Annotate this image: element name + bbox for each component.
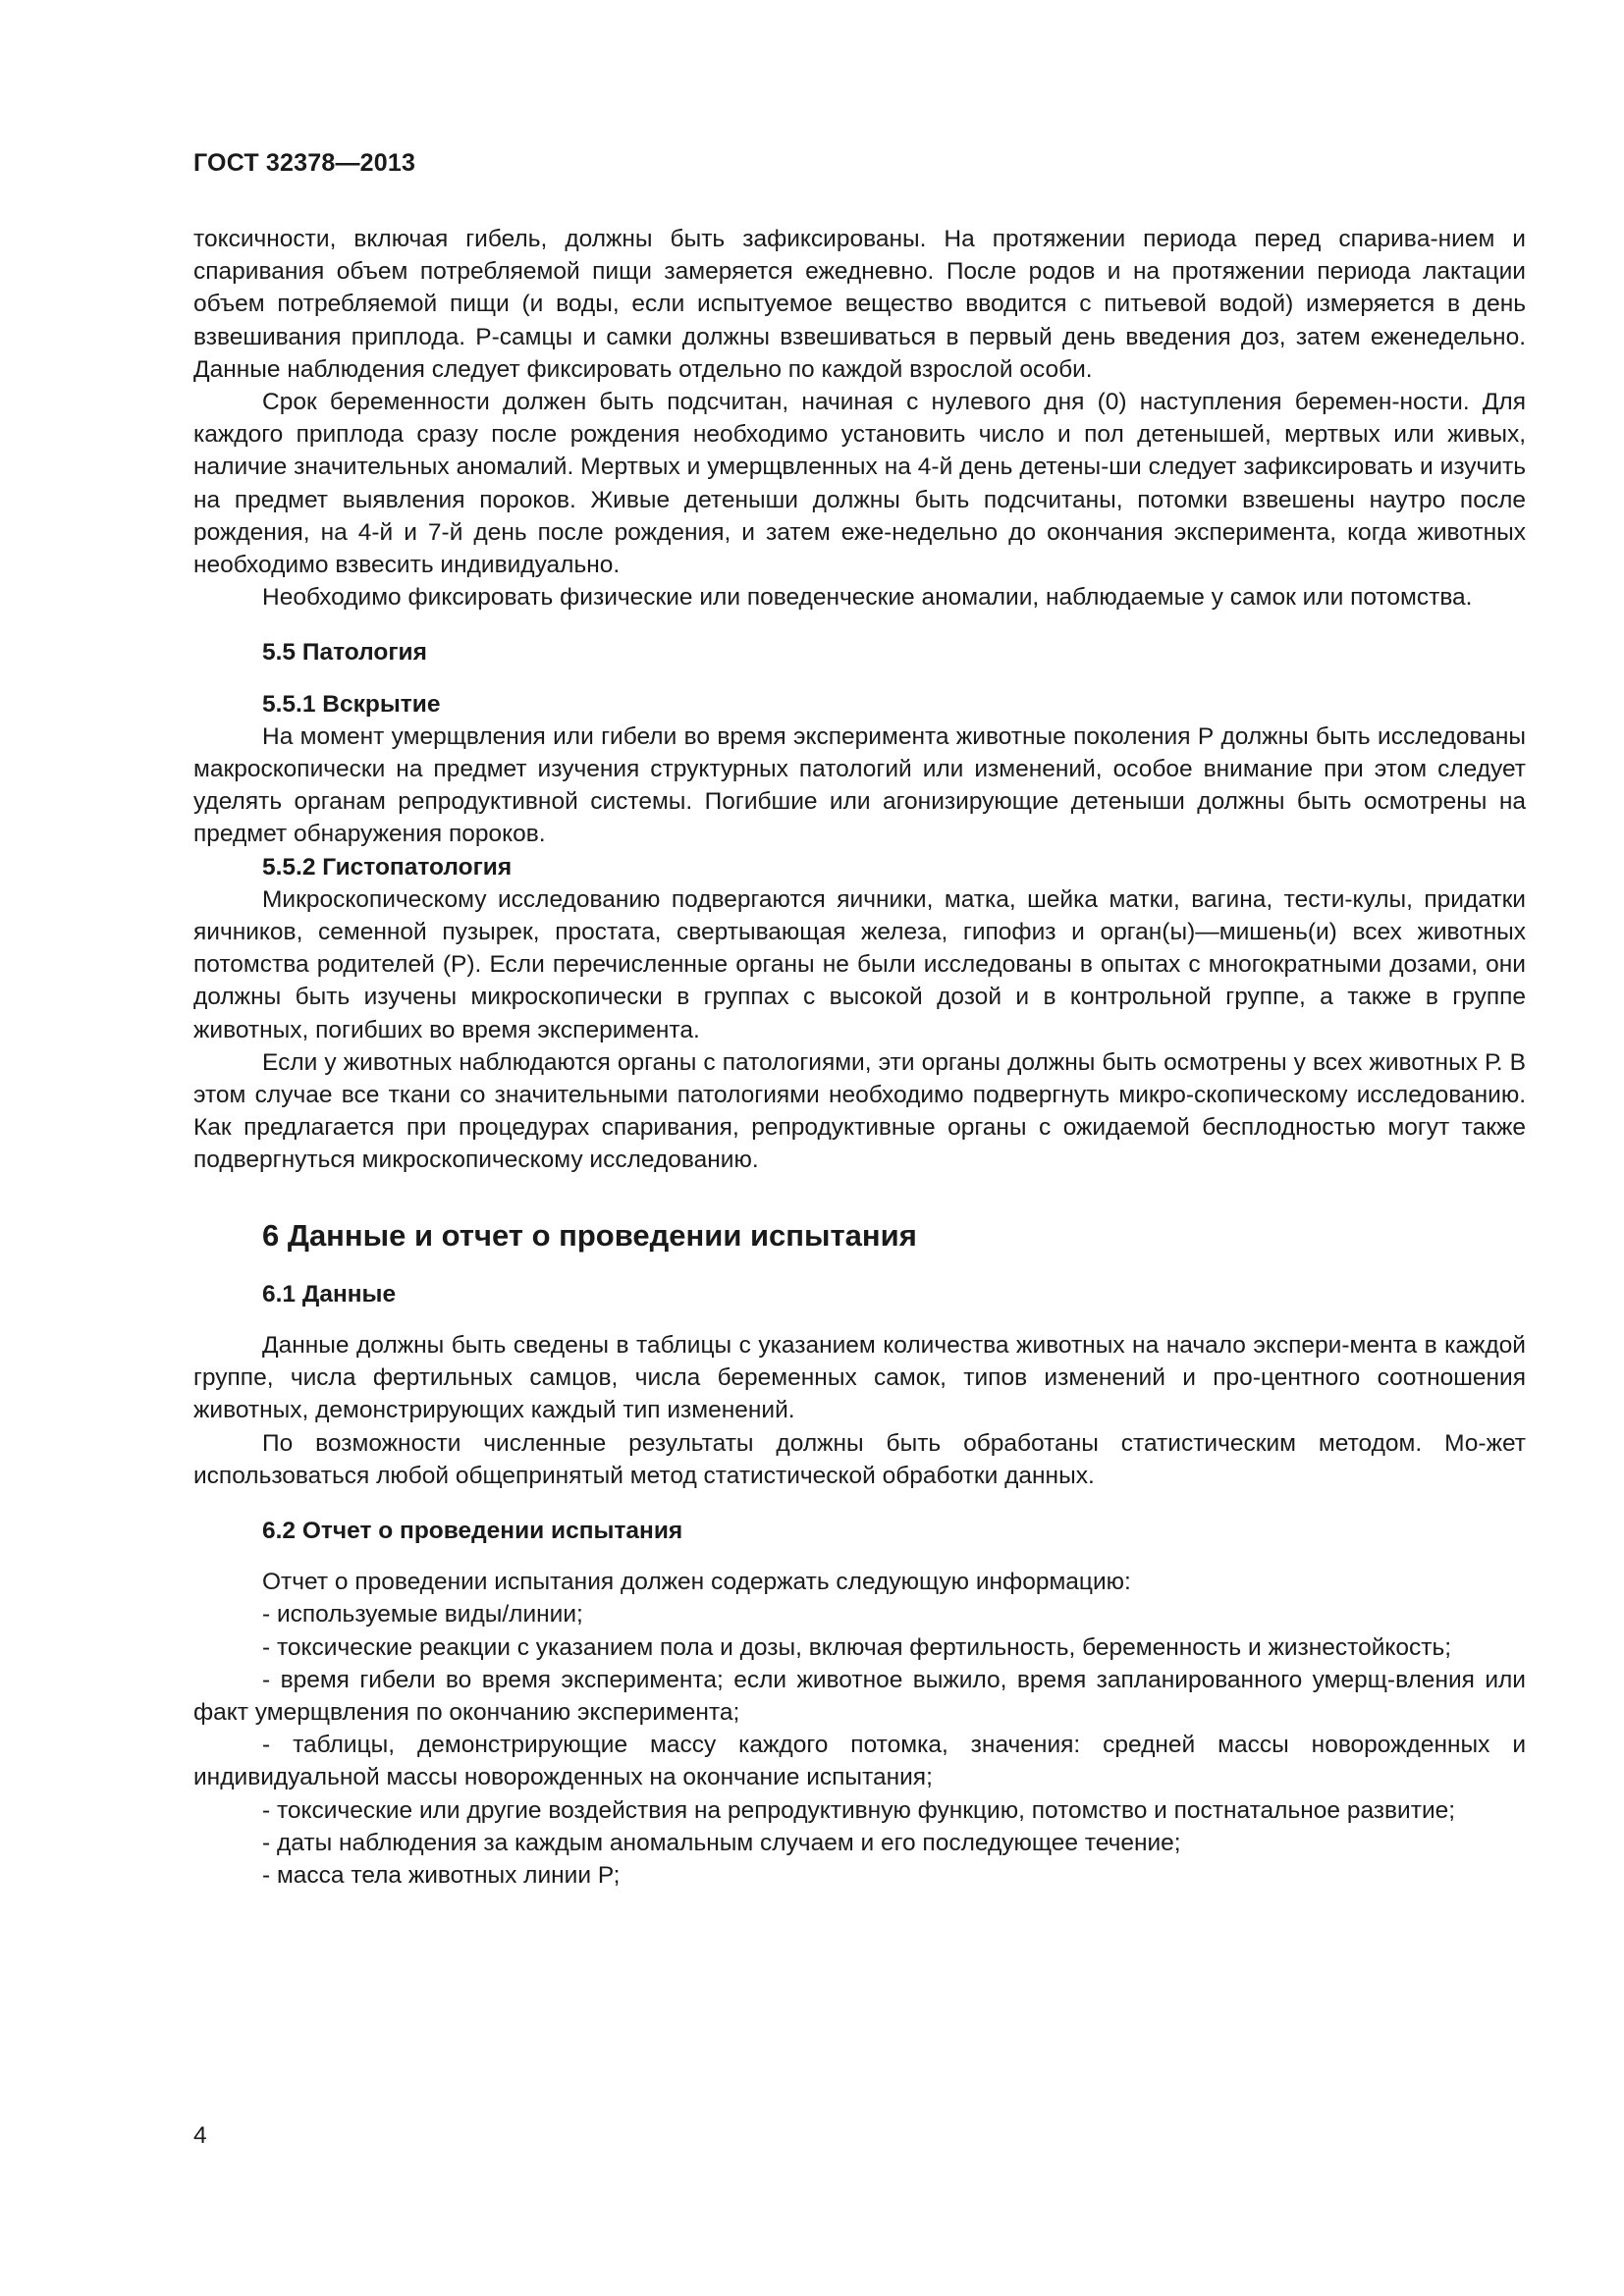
list-item: - токсические реакции с указанием пола и дозы, включая фертильность, беременность и жизнестойкость;	[262, 1633, 1452, 1661]
heading-6-2: 6.2 Отчет о проведении испытания	[262, 1517, 683, 1544]
heading-6-1: 6.1 Данные	[262, 1280, 397, 1308]
paragraph-7: Данные должны быть сведены в таблицы с указанием количества животных на начало экспери-мента в каждой группе, числа фертильных самцов, числа беременных самок, типов изменений и про-центного соотношения животных, демонстрирующих каждый тип изменений.	[193, 1331, 1526, 1424]
paragraph-8: По возможности численные результаты должны быть обработаны статистическим методом. Мо-жет использоваться любой общепринятый метод статистической обработки данных.	[193, 1429, 1526, 1489]
list-item: - даты наблюдения за каждым аномальным случаем и его последующее течение;	[262, 1829, 1181, 1856]
paragraph-5: Микроскопическому исследованию подвергаются яичники, матка, шейка матки, вагина, тести-кулы, придатки яичников, семенной пузырек, простата, свертывающая железа, гипофиз и орган(ы)—мишень(и) всех животных потомства родителей (Р). Если перечисленные органы не были исследованы в опытах с многократными дозами, они должны быть изучены микроскопически в группах с высокой дозой и в контрольной группе, а также в группе животных, погибших во время эксперимента.	[193, 885, 1526, 1043]
paragraph-6: Если у животных наблюдаются органы с патологиями, эти органы должны быть осмотрены у всех животных Р. В этом случае все ткани со значительными патологиями необходимо подвергнуть микро-скопическому исследованию. Как предлагается при процедурах спаривания, репродуктивные органы с ожидаемой бесплодностью могут также подвергнуться микроскопическому исследованию.	[193, 1048, 1526, 1174]
heading-5-5-2: 5.5.2 Гистопатология	[262, 853, 513, 881]
heading-5-5-1: 5.5.1 Вскрытие	[262, 690, 441, 718]
paragraph-2: Срок беременности должен быть подсчитан, начиная с нулевого дня (0) наступления беремен-ности. Для каждого приплода сразу после рождения необходимо установить число и пол детенышей, мертвых или живых, наличие значительных аномалий. Мертвых и умерщвленных на 4-й день детены-ши следует зафиксировать и изучить на предмет выявления пороков. Живые детеныши должны быть подсчитаны, потомки взвешены наутро после рождения, на 4-й и 7-й день после рождения, и затем еже-недельно до окончания эксперимента, когда животных необходимо взвесить индивидуально.	[193, 389, 1526, 579]
list-item: - таблицы, демонстрирующие массу каждого потомка, значения: средней массы новорожденных и индивидуальной массы новорожденных на окончание испытания;	[193, 1732, 1526, 1791]
heading-5-5: 5.5 Патология	[262, 639, 427, 667]
paragraph-4: На момент умерщвления или гибели во время эксперимента животные поколения Р должны быть исследованы макроскопически на предмет изучения структурных патологий или изменений, особое внимание при этом следует уделять органам репродуктивной системы. Погибшие или агонизирующие детеныши должны быть осмотрены на предмет обнаружения пороков.	[193, 722, 1526, 848]
list-item: - токсические или другие воздействия на репродуктивную функцию, потомство и постнатальное развитие;	[262, 1796, 1456, 1824]
paragraph-9: Отчет о проведении испытания должен содержать следующую информацию:	[262, 1569, 1131, 1596]
paragraph-1: токсичности, включая гибель, должны быть зафиксированы. На протяжении периода перед спаривa-нием и спаривания объем потребляемой пищи замеряется ежедневно. После родов и на протяжении периода лактации объем потребляемой пищи (и воды, если испытуемое вещество вводится с питьевой водой) измеряется в день взвешивания приплода. Р-самцы и самки должны взвешиваться в первый день введения доз, затем еженедельно. Данные наблюдения следует фиксировать отдельно по каждой взрослой особи.	[193, 226, 1526, 383]
document-body	[193, 223, 1526, 1892]
list-item: - используемые виды/линии;	[262, 1601, 583, 1629]
running-head: ГОСТ 32378—2013	[193, 149, 416, 177]
paragraph-3: Необходимо фиксировать физические или поведенческие аномалии, наблюдаемые у самок или потомства.	[262, 584, 1473, 612]
page-number: 4	[193, 2122, 207, 2149]
list-item: - время гибели во время эксперимента; если животное выжило, время запланированного умерщ-вления или факт умерщвления по окончанию эксперимента;	[193, 1666, 1526, 1726]
heading-6: 6 Данные и отчет о проведении испытания	[262, 1217, 917, 1253]
list-item: - масса тела животных линии Р;	[262, 1861, 621, 1889]
